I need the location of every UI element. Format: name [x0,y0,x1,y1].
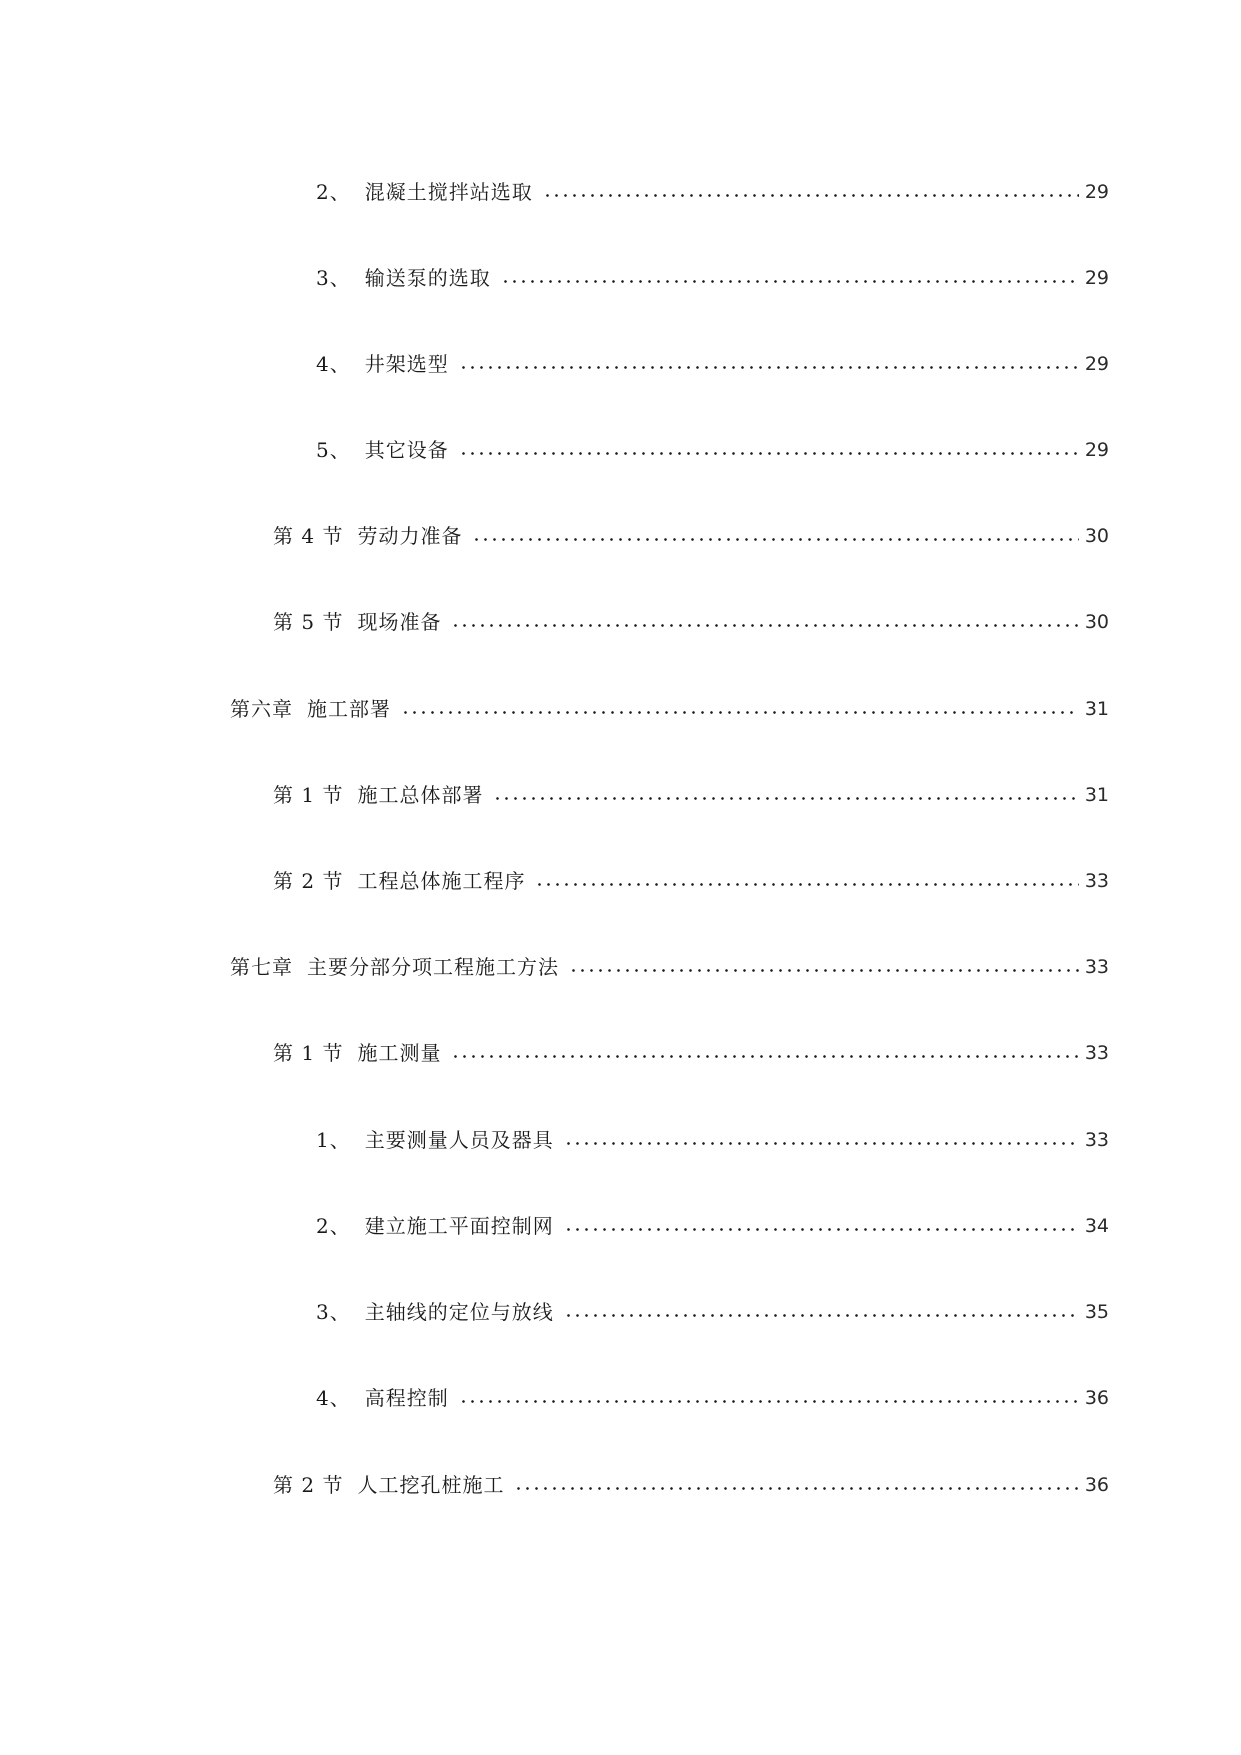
toc-entry-page: 35 [1084,1301,1109,1323]
toc-entry-number: 4、 [316,1386,351,1410]
dot-leader [514,1487,1078,1490]
toc-entry-page: 36 [1084,1387,1109,1409]
toc-entry-title: 劳动力准备 [357,524,463,548]
toc-entry[interactable] [273,602,1109,642]
toc-entry-number: 1、 [316,1128,351,1152]
toc-entry-page: 36 [1084,1474,1109,1496]
toc-entry-page: 33 [1084,1042,1109,1064]
toc-entry-number: 第 2 节 [273,1473,344,1497]
toc-entry-number: 第 1 节 [273,783,344,807]
toc-entry-page: 29 [1084,181,1109,203]
toc-entry-title: 其它设备 [364,438,449,462]
dot-leader [564,1142,1079,1145]
toc-entry[interactable] [273,775,1109,815]
toc-entry[interactable] [316,258,1109,298]
toc-entry[interactable] [316,1292,1109,1332]
toc-entry-number: 第七章 [230,955,293,979]
dot-leader [564,1228,1079,1231]
toc-entry[interactable] [273,1465,1109,1505]
toc-entry-title: 输送泵的选取 [364,266,491,290]
toc-entry-title: 建立施工平面控制网 [364,1214,554,1238]
dot-leader [564,1314,1079,1317]
toc-entry-page: 34 [1084,1215,1109,1237]
toc-entry[interactable] [230,689,1109,729]
toc-entry[interactable] [230,947,1109,987]
dot-leader [472,538,1078,541]
toc-entry-number: 5、 [316,438,351,462]
toc-entry[interactable] [316,1378,1109,1418]
dot-leader [401,711,1079,714]
toc-entry[interactable] [273,861,1109,901]
toc-entry-page: 31 [1084,698,1109,720]
toc-entry-title: 施工总体部署 [357,783,484,807]
toc-entry[interactable] [316,344,1109,384]
dot-leader [459,452,1079,455]
dot-leader [451,624,1078,627]
dot-leader [535,883,1078,886]
toc-entry[interactable] [316,172,1109,212]
toc-entry-title: 井架选型 [364,352,449,376]
toc-entry-page: 30 [1084,525,1109,547]
toc-entry-title: 现场准备 [357,610,442,634]
toc-entry-title: 主要测量人员及器具 [364,1128,554,1152]
toc-entry[interactable] [273,516,1109,556]
toc-entry-page: 33 [1084,956,1109,978]
toc-entry-page: 29 [1084,439,1109,461]
toc-entry-title: 工程总体施工程序 [357,869,526,893]
dot-leader [569,969,1079,972]
toc-entry-number: 2、 [316,180,351,204]
toc-entry[interactable] [273,1033,1109,1073]
toc-entry-title: 混凝土搅拌站选取 [364,180,533,204]
toc-entry-page: 29 [1084,267,1109,289]
toc-entry-number: 第 4 节 [273,524,344,548]
toc-entry-title: 主轴线的定位与放线 [364,1300,554,1324]
toc-entry-number: 3、 [316,1300,351,1324]
toc-entry-number: 第六章 [230,697,293,721]
toc-entry-title: 施工测量 [357,1041,442,1065]
toc-entry-title: 人工挖孔桩施工 [357,1473,505,1497]
dot-leader [459,366,1079,369]
toc-entry[interactable] [316,1206,1109,1246]
dot-leader [493,797,1078,800]
toc-entry[interactable] [316,1120,1109,1160]
toc-entry[interactable] [316,430,1109,470]
toc-entry-page: 30 [1084,611,1109,633]
dot-leader [501,280,1079,283]
toc-entry-number: 第 1 节 [273,1041,344,1065]
dot-leader [459,1400,1079,1403]
toc-entry-page: 29 [1084,353,1109,375]
toc-entry-title: 高程控制 [364,1386,449,1410]
dot-leader [451,1055,1078,1058]
toc-entry-number: 第 5 节 [273,610,344,634]
toc-entry-number: 第 2 节 [273,869,344,893]
toc-entry-title: 施工部署 [307,697,391,721]
toc-entry-page: 33 [1084,1129,1109,1151]
toc-entry-title: 主要分部分项工程施工方法 [307,955,559,979]
toc-entry-number: 3、 [316,266,351,290]
dot-leader [543,194,1079,197]
toc-entry-number: 4、 [316,352,351,376]
toc-entry-page: 33 [1084,870,1109,892]
toc-entry-number: 2、 [316,1214,351,1238]
toc-entry-page: 31 [1084,784,1109,806]
